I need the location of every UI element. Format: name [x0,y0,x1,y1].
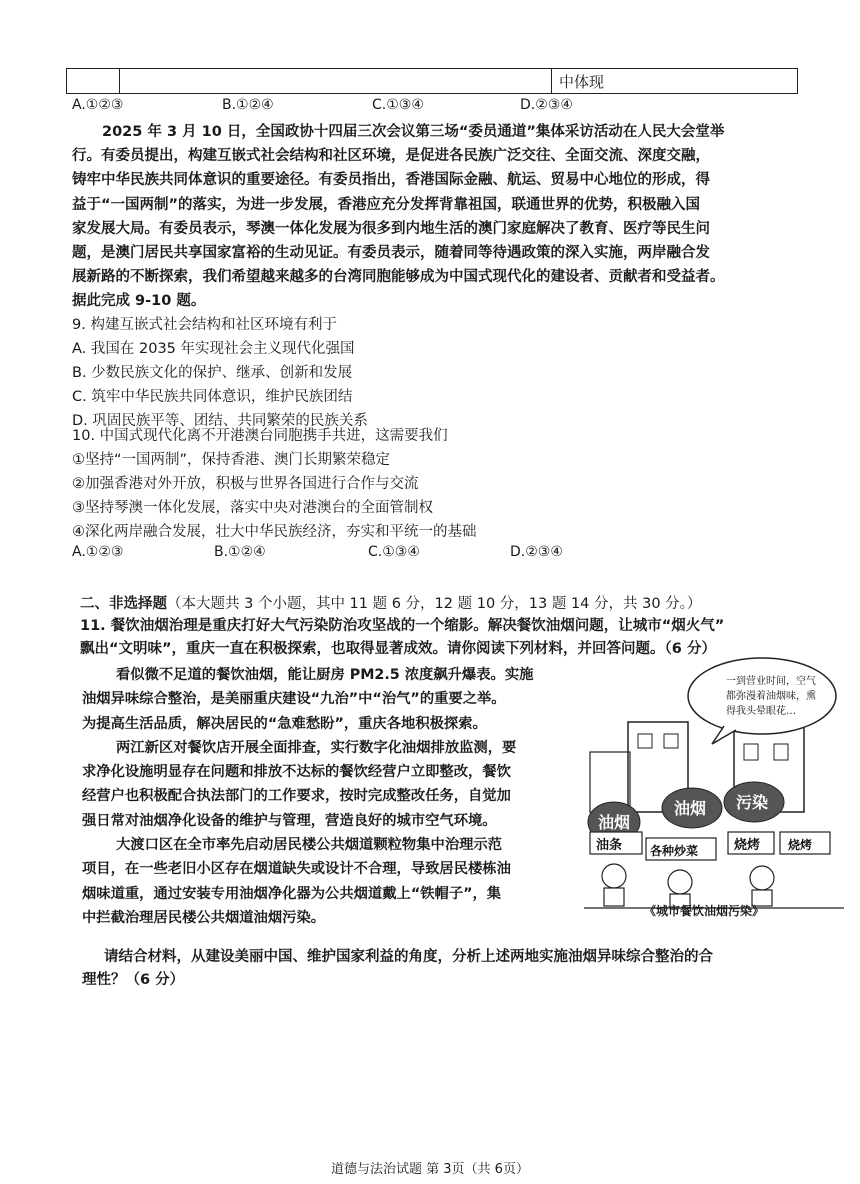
table-cell-text: 中体现 [559,73,605,91]
speech-line: 得我头晕眼花… [726,706,796,717]
smoke-label: 油烟 [674,799,707,818]
speech-line: 都弥漫着油烟味，熏 [726,691,816,702]
q11-intro-line: 11. 餐饮油烟治理是重庆打好大气污染防治攻坚战的一个缩影。解决餐饮油烟问题，让城市“烟火气” [80,618,725,634]
table-cell [121,69,552,93]
section-2-header [80,592,701,613]
q10-item: ③坚持琴澳一体化发展，落实中央对港澳台的全面管制权 [72,500,433,516]
cartoon-drawing [584,652,844,920]
q9-option-c: C. 筑牢中华民族共同体意识，维护民族团结 [72,389,353,405]
q8-option-d: D.②③④ [520,97,573,113]
passage-line: 铸牢中华民族共同体意识的重要途径。有委员指出，香港国际金融、航运、贸易中心地位的形成，得 [72,172,710,189]
shop-sign: 各种炒菜 [650,844,699,858]
speech-line: 一到营业时间，空气 [726,676,816,687]
section-2-note: （本大题共 3 个小题，其中 11 题 6 分，12 题 10 分，13 题 14 分，共 30 分。） [167,596,702,612]
q11-question-line: 理性？（6 分） [82,972,185,988]
material-line: 经营户也积极配合执法部门的工作要求，按时完成整改任务，自觉加 [82,788,511,805]
passage-line: 家发展大局。有委员表示，琴澳一体化发展为很多到内地生活的澳门家庭解决了教育、医疗等民生问 [72,220,710,237]
shop-sign: 烧烤 [734,838,761,853]
q9-option-b: B. 少数民族文化的保护、继承、创新和发展 [72,365,353,381]
passage-line: 题，是澳门居民共享国家富裕的生动见证。有委员表示，随着同等待遇政策的深入实施，两岸融合发 [72,245,710,262]
q10-item: ④深化两岸融合发展，壮大中华民族经济，夯实和平统一的基础 [72,524,477,540]
material-line: 为提高生活品质，解决居民的“急难愁盼”，重庆各地积极探索。 [82,715,487,732]
q10-option-c: C.①③④ [368,544,420,560]
smoke-label: 污染 [736,793,769,812]
answer-table-fragment [66,68,798,94]
q11-question [82,946,713,992]
q8-option-b: B.①②④ [222,97,274,113]
material-line: 大渡口区在全市率先启动居民楼公共烟道颗粒物集中治理示范 [116,837,503,854]
q11-question-line: 请结合材料，从建设美丽中国、维护国家利益的角度，分析上述两地实施油烟异味综合整治的合 [104,949,713,965]
q10-option-b: B.①②④ [214,544,266,560]
passage-line: 2025 年 3 月 10 日，全国政协十四届三次会议第三场“委员通道”集体采访活动在人民大会堂举 [102,124,725,140]
q11-intro-line: 飘出“文明味”，重庆一直在积极探索，也取得显著成效。请你阅读下列材料，并回答问题。（6 分） [80,641,716,657]
question-9 [72,313,368,433]
q8-option-c: C.①③④ [372,97,424,113]
cartoon-illustration [584,652,844,920]
material-line: 两江新区对餐饮店开展全面排查，实行数字化油烟排放监测，要 [116,739,517,756]
q10-item: ②加强香港对外开放，积极与世界各国进行合作与交流 [72,476,419,492]
question-10 [72,424,477,544]
passage-line: 益于“一国两制”的落实，为进一步发展，香港应充分发挥背靠祖国，联通世界的优势，积极融入国 [72,196,701,213]
smoke-label: 油烟 [598,813,631,832]
q9-option-d: D. 巩固民族平等、团结、共同繁荣的民族关系 [72,413,368,429]
q10-item: ①坚持“一国两制”，保持香港、澳门长期繁荣稳定 [72,452,391,468]
q9-option-a: A. 我国在 2035 年实现社会主义现代化强国 [72,341,355,357]
q9-stem: 9. 构建互嵌式社会结构和社区环境有利于 [72,317,337,333]
material-line: 看似微不足道的餐饮油烟，能让厨房 PM2.5 浓度飙升爆表。实施 [116,667,534,683]
material-line: 中拦截治理居民楼公共烟道油烟污染。 [82,909,326,926]
q8-option-a: A.①②③ [72,97,124,113]
q11-material [82,663,582,930]
cartoon-caption: 《城市餐饮油烟污染》 [644,904,765,918]
passage-line: 行。有委员提出，构建互嵌式社会结构和社区环境，是促进各民族广泛交往、全面交流、深度交融， [72,148,710,165]
material-line: 油烟异味综合整治，是美丽重庆建设“九治”中“治气”的重要之举。 [82,691,506,708]
material-line: 求净化设施明显存在问题和排放不达标的餐饮经营户立即整改，餐饮 [82,764,511,781]
passage-9-10 [72,120,792,314]
shop-sign: 烧烤 [788,838,813,852]
passage-line: 展新路的不断探索，我们希望越来越多的台湾同胞能够成为中国式现代化的建设者、贡献者和受益者。 [72,269,725,286]
q10-option-d: D.②③④ [510,544,563,560]
passage-line: 据此完成 9-10 题。 [72,293,206,310]
q10-stem: 10. 中国式现代化离不开港澳台同胞携手共进，这需要我们 [72,428,448,444]
material-line: 烟味道重，通过安装专用油烟净化器为公共烟道戴上“铁帽子”，集 [82,885,502,902]
shop-sign: 油条 [596,838,623,853]
q10-option-a: A.①②③ [72,544,124,560]
material-line: 项目，在一些老旧小区存在烟道缺失或设计不合理，导致居民楼栋油 [82,861,511,878]
section-2-title: 二、非选择题 [80,596,167,612]
material-line: 强日常对油烟净化设备的维护与管理，营造良好的城市空气环境。 [82,812,497,829]
table-cell [67,69,120,93]
page-footer: 道德与法治试题 第 3页（共 6页） [331,1162,529,1177]
